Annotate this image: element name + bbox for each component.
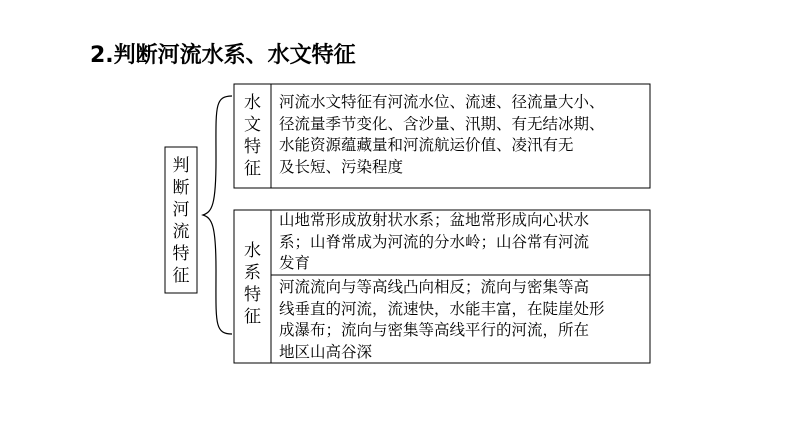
text-line: 山地常形成放射状水系；盆地常形成向心状水 (279, 211, 590, 229)
label-char: 判 (172, 156, 190, 176)
text-line: 河流流向与等高线凸向相反；流向与密集等高 (279, 278, 590, 296)
text-line: 地区山高谷深 (279, 342, 373, 361)
label-char: 征 (244, 307, 261, 327)
label-char: 征 (244, 159, 261, 179)
label-char: 特 (244, 285, 261, 305)
text-line: 线垂直的河流，流速快，水能丰富，在陡崖处形 (279, 299, 605, 318)
text-line: 成瀑布；流向与密集等高线平行的河流，所在 (279, 321, 590, 339)
label-char: 河 (172, 200, 190, 220)
drainage-text-contour (279, 277, 645, 363)
page-title: 2.判断河流水系、水文特征 (90, 43, 356, 68)
label-char: 流 (172, 222, 190, 242)
text-line: 及长短、污染程度 (279, 157, 404, 176)
drainage-text-landform (279, 210, 645, 275)
text-line: 河流水文特征有河流水位、流速、径流量大小、 (279, 93, 605, 111)
label-char: 特 (172, 244, 190, 264)
judge-river-features-label (165, 155, 197, 287)
label-char: 系 (244, 263, 261, 283)
label-char: 水 (244, 93, 261, 113)
drainage-label (234, 240, 271, 328)
text-line: 径流量季节变化、含沙量、汛期、有无结冰期、 (279, 114, 605, 133)
label-char: 文 (244, 115, 261, 135)
curly-brace (203, 96, 232, 334)
label-char: 断 (172, 178, 190, 198)
label-char: 征 (172, 266, 190, 286)
label-char: 水 (244, 241, 261, 261)
hydrology-text (279, 92, 645, 178)
hydrology-label (234, 92, 271, 180)
label-char: 特 (244, 137, 261, 157)
text-line: 水能资源蕴藏量和河流航运价值、凌汛有无 (279, 136, 574, 154)
text-line: 发育 (279, 254, 311, 272)
text-line: 系；山脊常成为河流的分水岭；山谷常有河流 (279, 232, 590, 251)
